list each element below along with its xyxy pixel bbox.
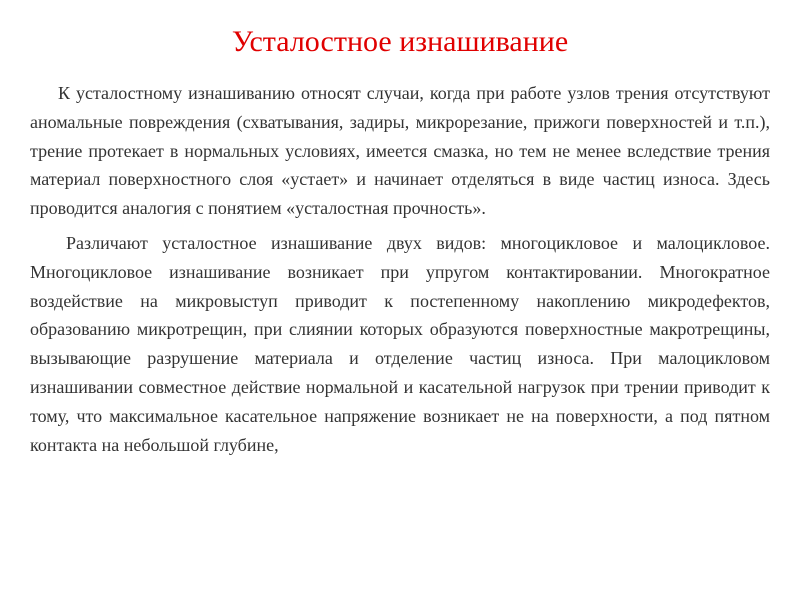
paragraph-fatigue-types: Различают усталостное изнашивание двух видов: многоцикловое и малоцикловое. Многоцикловое изнашивание возникает при упругом контактировании. Многократное воздействие на микровыступ приводит к постепенному накоплению микродефектов, образованию микротрещин, при слиянии которых образуются поверхностные макротрещины, вызывающие разрушение материала и отделение частиц износа. При малоцикловом изнашивании совместное действие нормальной и касательной нагрузок при трении приводит к тому, что максимальное касательное напряжение возникает не на поверхности, а под пятном контакта на небольшой глубине, [30, 232, 770, 455]
slide-body [30, 79, 770, 459]
slide-title: Усталостное изнашивание [231, 25, 569, 58]
paragraph-fatigue-definition: К усталостному изнашиванию относят случаи, когда при работе узлов трения отсутствуют аномальные повреждения (схватывания, задиры, микрорезание, прижоги поверхностей и т.п.), трение протекает в нормальных условиях, имеется смазка, но тем не менее вследствие трения материал поверхностного слоя «устает» и начинает отделяться в виде частиц износа. Здесь проводится аналогия с понятием «усталостная прочность». [30, 83, 770, 219]
